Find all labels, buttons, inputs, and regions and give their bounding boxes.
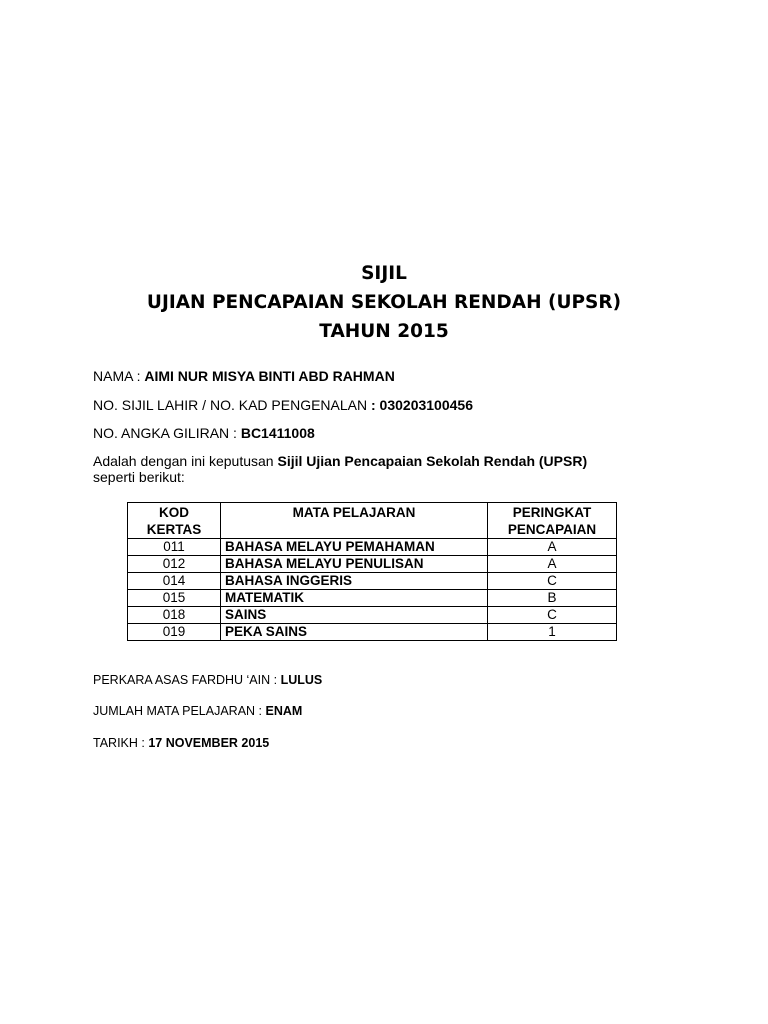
sijil-row [93,397,473,414]
subject-cell: SAINS [221,607,488,624]
header-peringkat-pencapaian [488,503,617,539]
kod-cell: 019 [128,624,221,641]
kod-cell: 011 [128,539,221,556]
grade-cell: A [488,539,617,556]
grade-cell: 1 [488,624,617,641]
tarikh-label: TARIKH : [93,736,149,750]
giliran-value: BC1411008 [240,425,315,441]
fardhu-label: PERKARA ASAS FARDHU ‘AIN : [93,673,281,687]
giliran-row [93,425,315,442]
grade-cell: C [488,573,617,590]
header-kod-line2: KERTAS [146,522,202,537]
grade-cell: B [488,590,617,607]
intro-paragraph [93,453,587,486]
subject-cell: PEKA SAINS [221,624,488,641]
kod-cell: 018 [128,607,221,624]
subject-cell: BAHASA MELAYU PEMAHAMAN [221,539,488,556]
subject-cell: MATEMATIK [221,590,488,607]
kod-cell: 015 [128,590,221,607]
jumlah-label: JUMLAH MATA PELAJARAN : [93,704,266,718]
fardhu-ain-row [93,672,322,689]
jumlah-value: ENAM [265,704,303,718]
certificate-title [0,259,768,346]
table-row [128,556,617,573]
fardhu-value: LULUS [280,673,323,687]
header-grade-line2: PENCAPAIAN [507,522,597,537]
table-header-row [128,503,617,539]
tarikh-row [93,735,269,752]
intro-suffix: seperti berikut: [93,469,185,485]
tarikh-value: 17 NOVEMBER 2015 [148,736,270,750]
table-row [128,573,617,590]
table-row [128,624,617,641]
title-line-exam-name: UJIAN PENCAPAIAN SEKOLAH RENDAH (UPSR) [146,292,622,313]
jumlah-row [93,703,302,720]
table-row [128,539,617,556]
nama-row [93,368,395,385]
header-grade-line1: PERINGKAT [512,505,592,520]
subject-cell: BAHASA INGGERIS [221,573,488,590]
giliran-label: NO. ANGKA GILIRAN : [93,425,241,441]
nama-label: NAMA : [93,368,145,384]
header-subject-label: MATA PELAJARAN [292,505,416,520]
kod-cell: 012 [128,556,221,573]
sijil-value: : 030203100456 [371,397,473,413]
grade-cell: A [488,556,617,573]
results-table [127,502,617,641]
title-line-year: TAHUN 2015 [319,321,449,342]
header-mata-pelajaran [221,503,488,539]
intro-prefix: Adalah dengan ini keputusan [93,453,278,469]
subject-cell: BAHASA MELAYU PENULISAN [221,556,488,573]
header-kod-kertas [128,503,221,539]
kod-cell: 014 [128,573,221,590]
table-row [128,590,617,607]
table-row [128,607,617,624]
sijil-label: NO. SIJIL LAHIR / NO. KAD PENGENALAN [93,397,371,413]
grade-cell: C [488,607,617,624]
header-kod-line1: KOD [159,505,189,520]
nama-value: AIMI NUR MISYA BINTI ABD RAHMAN [144,368,395,384]
title-line-sijil: SIJIL [361,263,407,284]
intro-exam-name: Sijil Ujian Pencapaian Sekolah Rendah (UPSR) [277,453,588,469]
